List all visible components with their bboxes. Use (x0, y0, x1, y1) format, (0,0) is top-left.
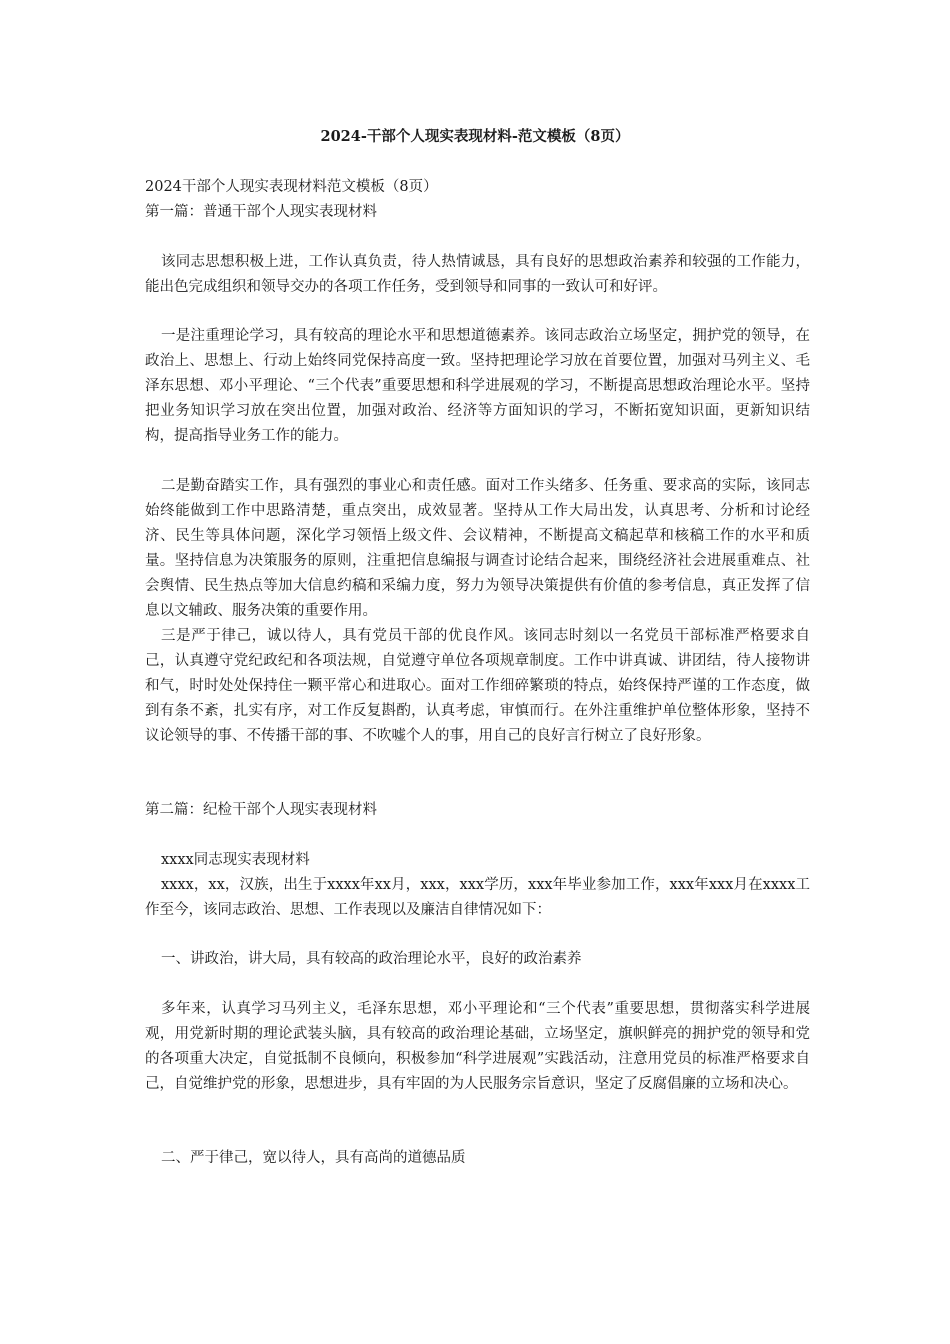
paragraph-2: 一是注重理论学习，具有较高的理论水平和思想道德素养。该同志政治立场坚定，拥护党的领导，在政治上、思想上、行动上始终同党保持高度一致。坚持把理论学习放在首要位置，加强对马列主义、毛泽东思想、邓小平理论、“三个代表”重要思想和科学进展观的学习，不断提高思想政治理论水平。坚持把业务知识学习放在突出位置，加强对政治、经济等方面知识的学习，不断拓宽知识面，更新知识结构，提高指导业务工作的能力。 (145, 328, 810, 444)
paragraph-1: 该同志思想积极上进，工作认真负责，待人热情诚恳，具有良好的思想政治素养和较强的工作能力，能出色完成组织和领导交办的各项工作任务，受到领导和同事的一致认可和好评。 (145, 254, 810, 295)
paragraph-5: xxxx同志现实表现材料 (161, 852, 310, 868)
document-title: 2024-干部个人现实表现材料-范文模板（8页） (320, 128, 630, 145)
paragraph-6: xxxx，xx，汉族，出生于xxxx年xx月，xxx，xxx学历，xxx年毕业参加工作，xxx年xxx月在xxxx工作至今，该同志政治、思想、工作表现以及廉洁自律情况如下： (145, 877, 810, 918)
section-heading-1: 一、讲政治，讲大局，具有较高的政治理论水平，良好的政治素养 (161, 951, 582, 967)
section-heading-2: 二、严于律己，宽以待人，具有高尚的道德品质 (161, 1150, 466, 1166)
paragraph-7: 多年来，认真学习马列主义，毛泽东思想，邓小平理论和“三个代表”重要思想，贯彻落实科学进展观，用党新时期的理论武装头脑，具有较高的政治理论基础，立场坚定，旗帜鲜亮的拥护党的领导和党的各项重大决定，自觉抵制不良倾向，积极参加“科学进展观”实践活动，注意用党员的标准严格要求自己，自觉维护党的形象，思想进步，具有牢固的为人民服务宗旨意识，坚定了反腐倡廉的立场和决心。 (145, 1001, 810, 1092)
document-subtitle: 2024干部个人现实表现材料范文模板（8页） (145, 179, 438, 195)
part-one-heading: 第一篇：普通干部个人现实表现材料 (145, 204, 377, 220)
paragraph-3: 二是勤奋踏实工作，具有强烈的事业心和责任感。面对工作头绪多、任务重、要求高的实际，该同志始终能做到工作中思路清楚，重点突出，成效显著。坚持从工作大局出发，认真思考、分析和讨论经济、民生等具体问题，深化学习领悟上级文件、会议精神，不断提高文稿起草和核稿工作的水平和质量。坚持信息为决策服务的原则，注重把信息编报与调查讨论结合起来，围绕经济社会进展重难点、社会舆情、民生热点等加大信息约稿和采编力度，努力为领导决策提供有价值的参考信息，真正发挥了信息以文辅政、服务决策的重要作用。 (145, 478, 810, 619)
paragraph-4: 三是严于律己，诚以待人，具有党员干部的优良作风。该同志时刻以一名党员干部标准严格要求自己，认真遵守党纪政纪和各项法规，自觉遵守单位各项规章制度。工作中讲真诚、讲团结，待人接物讲和气，时时处处保持住一颗平常心和进取心。面对工作细碎繁琐的特点，始终保持严谨的工作态度，做到有条不紊，扎实有序，对工作反复斟酌，认真考虑，审慎而行。在外注重维护单位整体形象，坚持不议论领导的事、不传播干部的事、不吹嘘个人的事，用自己的良好言行树立了良好形象。 (145, 628, 810, 744)
part-two-heading: 第二篇：纪检干部个人现实表现材料 (145, 802, 377, 818)
